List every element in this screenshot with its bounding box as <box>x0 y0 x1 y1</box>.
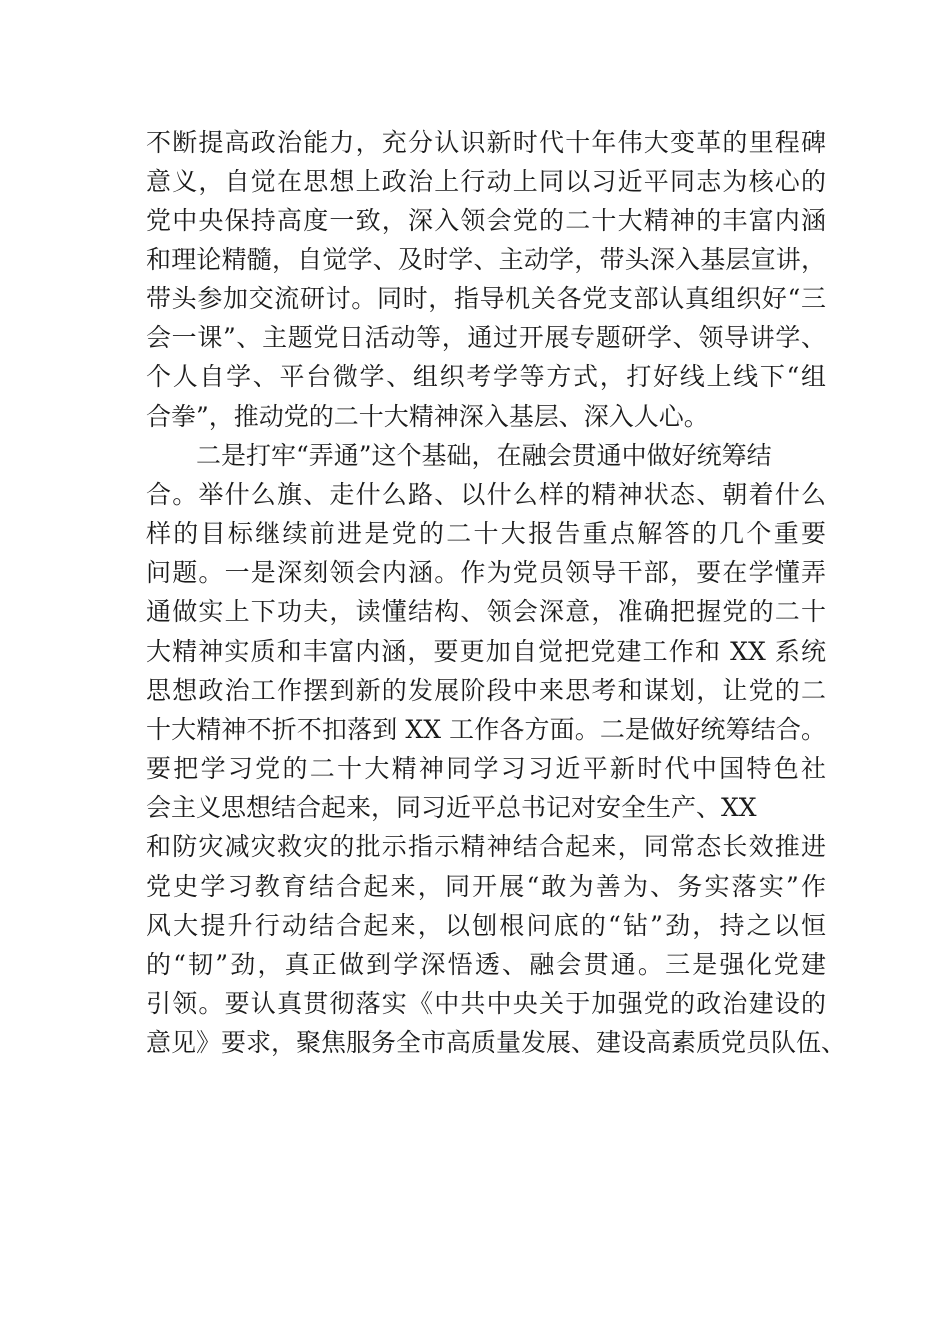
text-line: 个人自学、平台微学、组织考学等方式，打好线上线下“组 <box>146 362 826 391</box>
text-line: 的“韧”劲，真正做到学深悟透、融会贯通。三是强化党建 <box>146 950 826 979</box>
text-line: 带头参加交流研讨。同时，指导机关各党支部认真组织好“三 <box>146 284 826 313</box>
text-line: 样的目标继续前进是党的二十大报告重点解答的几个重要 <box>146 519 826 548</box>
text-line: 意见》要求，聚焦服务全市高质量发展、建设高素质党员队伍、 <box>146 1028 847 1057</box>
text-line: 和理论精髓，自觉学、及时学、主动学，带头深入基层宣讲， <box>146 245 826 274</box>
text-line: 和防灾减灾救灾的批示指示精神结合起来，同常态长效推进 <box>146 832 826 861</box>
text-line: 引领。要认真贯彻落实《中共中央关于加强党的政治建设的 <box>146 989 826 1018</box>
text-line: 风大提升行动结合起来，以刨根问底的“钻”劲，持之以恒 <box>146 911 826 940</box>
text-line: 要把学习党的二十大精神同学习习近平新时代中国特色社 <box>146 754 826 783</box>
text-line: 合。举什么旗、走什么路、以什么样的精神状态、朝着什么 <box>146 480 826 509</box>
text-line: 大精神实质和丰富内涵，要更加自觉把党建工作和 XX 系统 <box>146 637 826 666</box>
text-line: 会主义思想结合起来，同习近平总书记对安全生产、XX <box>146 793 757 822</box>
text-line: 会一课”、主题党日活动等，通过开展专题研学、领导讲学、 <box>146 323 826 352</box>
text-line: 不断提高政治能力，充分认识新时代十年伟大变革的里程碑 <box>146 128 826 157</box>
text-line: 十大精神不折不扣落到 XX 工作各方面。二是做好统筹结合。 <box>146 715 826 744</box>
text-line: 意义，自觉在思想上政治上行动上同以习近平同志为核心的 <box>146 167 826 196</box>
text-line: 问题。一是深刻领会内涵。作为党员领导干部，要在学懂弄 <box>146 558 826 587</box>
text-line: 党中央保持高度一致，深入领会党的二十大精神的丰富内涵 <box>146 206 826 235</box>
text-line: 合拳”，推动党的二十大精神深入基层、深入人心。 <box>146 402 709 431</box>
text-line: 党史学习教育结合起来，同开展“敢为善为、务实落实”作 <box>146 872 826 901</box>
text-line: 通做实上下功夫，读懂结构、领会深意，准确把握党的二十 <box>146 597 826 626</box>
paragraph-heading-line: 二是打牢“弄通”这个基础，在融会贯通中做好统筹结 <box>196 441 772 470</box>
text-line: 思想政治工作摆到新的发展阶段中来思考和谋划，让党的二 <box>146 676 826 705</box>
